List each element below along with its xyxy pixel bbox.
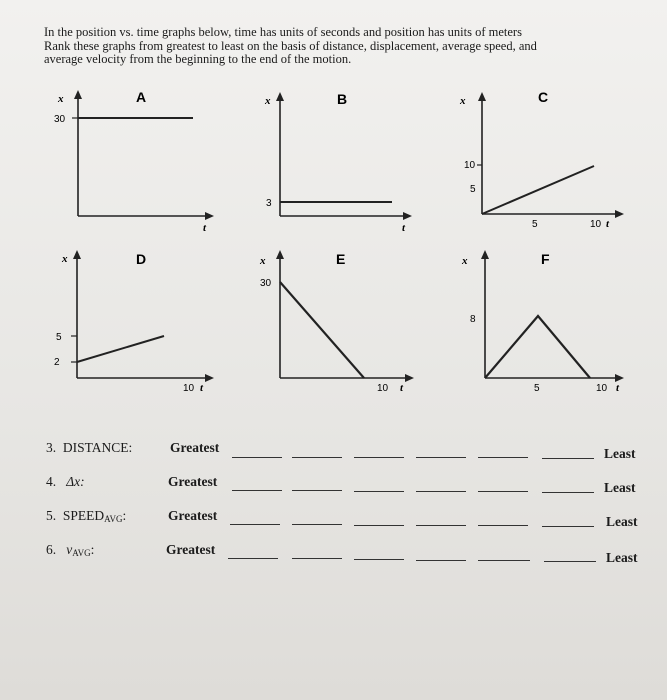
question-3-least: Least xyxy=(604,446,636,461)
graph-d-y-axis-label: x xyxy=(62,253,68,265)
question-6-greatest: Greatest xyxy=(166,542,216,557)
answer-blank[interactable] xyxy=(232,490,282,491)
graph-a-svg xyxy=(40,88,230,238)
graph-e-label: E xyxy=(336,251,346,267)
answer-blank[interactable] xyxy=(416,560,466,561)
graph-c-tick-10: 10 xyxy=(464,160,476,171)
intro-line-1: In the position vs. time graphs below, time has units of seconds and position has units of meters xyxy=(44,25,522,39)
graph-e-xtick-10: 10 xyxy=(377,383,389,394)
graph-f-tick-8: 8 xyxy=(470,314,476,325)
graph-a xyxy=(40,88,230,243)
graph-e-line xyxy=(280,282,364,378)
graph-e-tick-30: 30 xyxy=(260,278,272,289)
graph-d-label: D xyxy=(136,251,147,267)
graph-f-xtick-5: 5 xyxy=(534,383,540,394)
graph-c-x-arrow xyxy=(615,210,624,218)
question-6-least: Least xyxy=(606,550,638,565)
graph-c-xtick-10: 10 xyxy=(590,219,602,230)
graph-b-y-arrow xyxy=(276,92,284,101)
answer-blank[interactable] xyxy=(542,458,594,459)
question-row-velocity-avg xyxy=(0,542,667,564)
answer-blank[interactable] xyxy=(232,457,282,458)
question-5-text: SPEED xyxy=(62,508,105,523)
graph-a-x-axis-label: t xyxy=(203,222,207,234)
graph-f xyxy=(450,248,640,403)
graph-b-svg xyxy=(240,88,430,238)
graph-d-svg xyxy=(40,248,230,398)
graph-b xyxy=(240,88,430,243)
graph-a-y-arrow xyxy=(74,90,82,99)
question-4-number: 4. xyxy=(46,474,57,489)
question-3-text: DISTANCE: xyxy=(62,440,133,455)
graph-d-x-axis-label: t xyxy=(200,382,204,394)
graph-c-xtick-5: 5 xyxy=(532,219,538,230)
answer-blank[interactable] xyxy=(542,526,594,527)
graph-c-line xyxy=(482,166,594,214)
bleed-through-text xyxy=(80,412,83,428)
question-6-number: 6. xyxy=(46,542,57,557)
answer-blank[interactable] xyxy=(354,457,404,458)
question-6-label xyxy=(46,542,94,558)
question-5-colon: : xyxy=(122,508,127,523)
graph-b-label: B xyxy=(337,91,348,107)
graph-b-x-axis-label: t xyxy=(402,222,406,234)
graph-a-y-axis-label: x xyxy=(58,93,64,105)
question-6-colon: : xyxy=(90,542,95,557)
graph-d-tick-2: 2 xyxy=(54,357,60,368)
answer-blank[interactable] xyxy=(292,524,342,525)
graph-c-x-axis-label: t xyxy=(606,218,610,230)
graph-f-y-axis-label: x xyxy=(462,255,468,267)
graph-f-svg xyxy=(450,248,640,398)
intro-line-2: Rank these graphs from greatest to least on the basis of distance, displacement, average speed, and xyxy=(44,38,537,53)
answer-blank[interactable] xyxy=(478,457,528,458)
graph-c-tick-5: 5 xyxy=(470,184,476,195)
question-4-label xyxy=(46,474,85,490)
question-5-label xyxy=(46,508,126,524)
graph-c-label: C xyxy=(538,89,549,105)
answer-blank[interactable] xyxy=(478,560,530,561)
question-5-subscript: AVG xyxy=(104,514,123,524)
graph-f-xtick-10: 10 xyxy=(596,383,608,394)
question-5-greatest: Greatest xyxy=(168,508,218,523)
graph-d xyxy=(40,248,230,403)
graph-e-y-arrow xyxy=(276,250,284,259)
answer-blank[interactable] xyxy=(292,490,342,491)
graph-e xyxy=(240,248,430,403)
graph-f-x-axis-label: t xyxy=(616,382,620,394)
answer-blank[interactable] xyxy=(292,457,342,458)
question-6-text: v xyxy=(66,542,73,557)
question-3-number: 3. xyxy=(46,440,57,455)
answer-blank[interactable] xyxy=(354,559,404,560)
graph-b-y-axis-label: x xyxy=(265,95,271,107)
graph-d-xtick-10: 10 xyxy=(183,383,195,394)
answer-blank[interactable] xyxy=(416,525,466,526)
graph-f-line xyxy=(485,316,590,378)
question-row-speed-avg xyxy=(0,508,667,530)
graph-a-tick-30: 30 xyxy=(54,114,66,125)
answer-blank[interactable] xyxy=(292,558,342,559)
graph-c-svg xyxy=(450,88,640,238)
graph-e-svg xyxy=(240,248,430,398)
question-5-least: Least xyxy=(606,514,638,529)
graph-a-x-arrow xyxy=(205,212,214,220)
graph-e-x-axis-label: t xyxy=(400,382,404,394)
graph-c-y-axis-label: x xyxy=(460,95,466,107)
graph-b-x-arrow xyxy=(403,212,412,220)
question-3-greatest: Greatest xyxy=(170,440,220,455)
question-4-text: Δx: xyxy=(66,474,85,489)
answer-blank[interactable] xyxy=(478,525,528,526)
question-row-distance xyxy=(0,440,667,462)
answer-blank[interactable] xyxy=(416,457,466,458)
graph-d-y-arrow xyxy=(73,250,81,259)
answer-blank[interactable] xyxy=(478,491,528,492)
question-4-least: Least xyxy=(604,480,636,495)
answer-blank[interactable] xyxy=(230,524,280,525)
intro-line-3: average velocity from the beginning to the end of the motion. xyxy=(44,52,352,66)
answer-blank[interactable] xyxy=(544,561,596,562)
answer-blank[interactable] xyxy=(542,492,594,493)
graph-e-y-axis-label: x xyxy=(260,255,266,267)
question-3-label xyxy=(46,440,132,456)
question-row-displacement xyxy=(0,474,667,496)
graph-d-line xyxy=(77,336,164,362)
answer-blank[interactable] xyxy=(354,491,404,492)
answer-blank[interactable] xyxy=(228,558,278,559)
graph-a-label: A xyxy=(136,89,147,105)
graph-d-tick-5: 5 xyxy=(56,332,62,343)
graph-f-label: F xyxy=(541,251,550,267)
graph-c-y-arrow xyxy=(478,92,486,101)
answer-blank[interactable] xyxy=(416,491,466,492)
question-4-greatest: Greatest xyxy=(168,474,218,489)
graph-f-x-arrow xyxy=(615,374,624,382)
answer-blank[interactable] xyxy=(354,525,404,526)
graph-e-x-arrow xyxy=(405,374,414,382)
graph-f-y-arrow xyxy=(481,250,489,259)
question-5-number: 5. xyxy=(46,508,57,523)
graph-c xyxy=(450,88,640,243)
intro-text xyxy=(44,26,604,67)
graph-b-tick-3: 3 xyxy=(266,198,272,209)
graph-d-x-arrow xyxy=(205,374,214,382)
question-6-subscript: AVG xyxy=(72,548,91,558)
